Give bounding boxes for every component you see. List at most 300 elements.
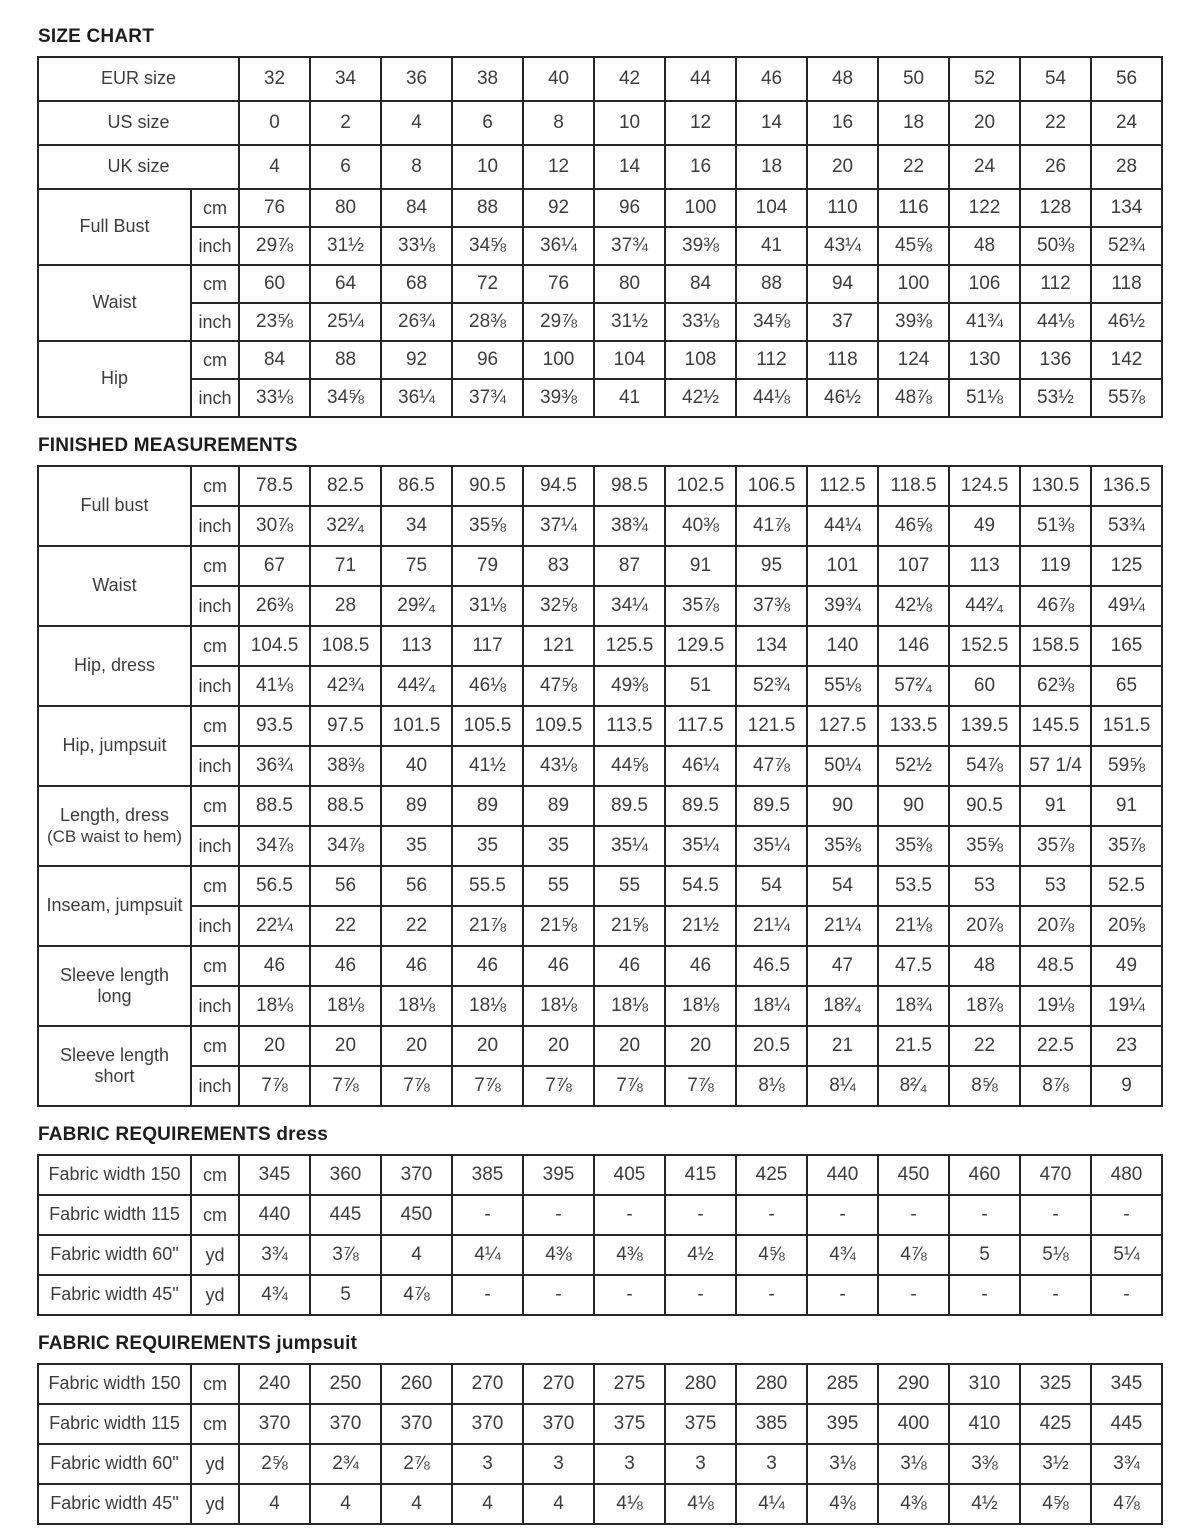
unit-cell: inch [191,506,239,546]
value-cell: 35⅜ [878,826,949,866]
row-label-cell: Inseam, jumpsuit [38,866,191,946]
value-cell: 117.5 [665,706,736,746]
value-cell: 20⅞ [1020,906,1091,946]
value-cell: 7⅞ [523,1066,594,1106]
value-cell: 44 [665,57,736,101]
value-cell: 0 [239,101,310,145]
table-row [38,546,1162,586]
value-cell: 440 [239,1195,310,1235]
table-row [38,145,1162,189]
value-cell: 80 [594,265,665,303]
value-cell: 280 [665,1364,736,1404]
value-cell: 18⅛ [310,986,381,1026]
value-cell: 3⅛ [807,1444,878,1484]
value-cell: 45⅝ [878,227,949,265]
value-cell: 42 [594,57,665,101]
fabric-requirements-dress-table-container [37,1154,1163,1316]
value-cell: 158.5 [1020,626,1091,666]
value-cell: - [665,1195,736,1235]
section-title-finished-measurements: FINISHED MEASUREMENTS [38,435,298,456]
value-cell: 125 [1091,546,1162,586]
row-label-cell: Fabric width 115 [38,1195,191,1235]
value-cell: 31½ [310,227,381,265]
value-cell: 4⅝ [736,1235,807,1275]
value-cell: 4 [381,101,452,145]
value-cell: 23⅝ [239,303,310,341]
value-cell: 22¼ [239,906,310,946]
value-cell: 49 [1091,946,1162,986]
value-cell: 54 [736,866,807,906]
value-cell: 152.5 [949,626,1020,666]
value-cell: 42⅛ [878,586,949,626]
value-cell: 71 [310,546,381,586]
value-cell: - [807,1275,878,1315]
value-cell: 35⅜ [807,826,878,866]
value-cell: 53 [1020,866,1091,906]
value-cell: 60 [949,666,1020,706]
table-row [38,946,1162,986]
value-cell: 460 [949,1155,1020,1195]
value-cell: 42½ [665,379,736,417]
table-row [38,379,1162,417]
value-cell: 385 [736,1404,807,1444]
value-cell: 37 [807,303,878,341]
table-row [38,746,1162,786]
row-label-line: Length, dress [59,805,170,826]
value-cell: 425 [1020,1404,1091,1444]
value-cell: 46 [239,946,310,986]
value-cell: 48.5 [1020,946,1091,986]
value-cell: 57 1/4 [1020,746,1091,786]
value-cell: 100 [878,265,949,303]
value-cell: 270 [523,1364,594,1404]
table-row [38,101,1162,145]
unit-cell: cm [191,466,239,506]
value-cell: 450 [381,1195,452,1235]
row-label-cell: Fabric width 150 [38,1155,191,1195]
value-cell: 41 [736,227,807,265]
value-cell: 88.5 [239,786,310,826]
value-cell: 6 [452,101,523,145]
value-cell: 35 [452,826,523,866]
value-cell: 44²⁄₄ [949,586,1020,626]
value-cell: 3⅞ [310,1235,381,1275]
value-cell: 44²⁄₄ [381,666,452,706]
value-cell: 18 [878,101,949,145]
value-cell: 39⅜ [665,227,736,265]
value-cell: 24 [949,145,1020,189]
unit-cell: cm [191,265,239,303]
value-cell: 48 [949,946,1020,986]
value-cell: 90.5 [452,466,523,506]
table-row [38,303,1162,341]
value-cell: 118 [1091,265,1162,303]
value-cell: 19⅛ [1020,986,1091,1026]
value-cell: 4½ [665,1235,736,1275]
unit-cell: inch [191,906,239,946]
value-cell: 20 [381,1026,452,1066]
value-cell: 52½ [878,746,949,786]
value-cell: 400 [878,1404,949,1444]
table-row [38,506,1162,546]
value-cell: 41 [594,379,665,417]
row-label-cell: Fabric width 150 [38,1364,191,1404]
row-label-cell: Full Bust [38,189,191,265]
value-cell: 5⅛ [1020,1235,1091,1275]
value-cell: 98.5 [594,466,665,506]
value-cell: 76 [523,265,594,303]
value-cell: 10 [594,101,665,145]
value-cell: 130 [949,341,1020,379]
value-cell: 46 [594,946,665,986]
value-cell: 41⅞ [736,506,807,546]
value-cell: 280 [736,1364,807,1404]
row-label-cell: US size [38,101,239,145]
value-cell: - [949,1195,1020,1235]
value-cell: 56 [1091,57,1162,101]
value-cell: 440 [807,1155,878,1195]
value-cell: 39¾ [807,586,878,626]
value-cell: 3 [452,1444,523,1484]
value-cell: 35⅞ [665,586,736,626]
value-cell: 450 [878,1155,949,1195]
value-cell: 134 [1091,189,1162,227]
table-row [38,706,1162,746]
value-cell: 92 [381,341,452,379]
value-cell: 3¾ [239,1235,310,1275]
unit-cell: yd [191,1275,239,1315]
value-cell: 22.5 [1020,1026,1091,1066]
row-label-cell: Fabric width 60" [38,1444,191,1484]
value-cell: 48⅞ [878,379,949,417]
value-cell: 20⅝ [1091,906,1162,946]
value-cell: 89.5 [736,786,807,826]
value-cell: - [949,1275,1020,1315]
unit-cell: cm [191,1026,239,1066]
value-cell: 139.5 [949,706,1020,746]
unit-cell: inch [191,227,239,265]
table-row [38,986,1162,1026]
value-cell: 26⅜ [239,586,310,626]
value-cell: 4⅛ [594,1484,665,1524]
value-cell: 2⅝ [239,1444,310,1484]
value-cell: 38⅜ [310,746,381,786]
section-fabric-requirements-dress [37,1124,1163,1316]
value-cell: 39⅜ [523,379,594,417]
value-cell: 36¼ [381,379,452,417]
value-cell: 34⅝ [452,227,523,265]
value-cell: 3½ [1020,1444,1091,1484]
value-cell: 113 [949,546,1020,586]
row-sublabel-line: (CB waist to hem) [46,826,183,846]
value-cell: 4½ [949,1484,1020,1524]
unit-cell: inch [191,746,239,786]
value-cell: 25¼ [310,303,381,341]
value-cell: 37¾ [594,227,665,265]
value-cell: 8 [523,101,594,145]
value-cell: 3¾ [1091,1444,1162,1484]
value-cell: 76 [239,189,310,227]
value-cell: 18⅛ [523,986,594,1026]
value-cell: 4¼ [736,1484,807,1524]
value-cell: 20 [949,101,1020,145]
value-cell: 42¾ [310,666,381,706]
value-cell: 47⅝ [523,666,594,706]
value-cell: 4⅛ [665,1484,736,1524]
value-cell: 51⅛ [949,379,1020,417]
value-cell: 90 [878,786,949,826]
row-label-cell: Fabric width 45" [38,1275,191,1315]
value-cell: 325 [1020,1364,1091,1404]
row-label-cell: Fabric width 115 [38,1404,191,1444]
value-cell: 59⅝ [1091,746,1162,786]
value-cell: 50⅜ [1020,227,1091,265]
unit-cell: cm [191,786,239,826]
value-cell: 360 [310,1155,381,1195]
value-cell: 14 [736,101,807,145]
value-cell: 8¼ [807,1066,878,1106]
value-cell: 51 [665,666,736,706]
row-label-cell: Fabric width 60" [38,1235,191,1275]
value-cell: 88 [310,341,381,379]
value-cell: 35¼ [594,826,665,866]
value-cell: 32⅝ [523,586,594,626]
value-cell: 88 [736,265,807,303]
value-cell: 4 [239,1484,310,1524]
table-row [38,227,1162,265]
value-cell: 96 [594,189,665,227]
value-cell: 8⅛ [736,1066,807,1106]
value-cell: 425 [736,1155,807,1195]
fabric-requirements-jumpsuit-table [37,1363,1163,1525]
value-cell: 31½ [594,303,665,341]
section-finished-measurements [37,435,1163,1107]
section-size-chart [37,26,1163,418]
value-cell: 12 [665,101,736,145]
value-cell: 29⅞ [523,303,594,341]
value-cell: 91 [1020,786,1091,826]
value-cell: 31⅛ [452,586,523,626]
value-cell: 53 [949,866,1020,906]
value-cell: 124.5 [949,466,1020,506]
value-cell: 128 [1020,189,1091,227]
value-cell: 86.5 [381,466,452,506]
value-cell: 4⅜ [523,1235,594,1275]
value-cell: 53.5 [878,866,949,906]
value-cell: 250 [310,1364,381,1404]
value-cell: 4⅜ [807,1484,878,1524]
value-cell: 21¼ [807,906,878,946]
value-cell: 116 [878,189,949,227]
value-cell: 46 [523,946,594,986]
value-cell: 54 [1020,57,1091,101]
value-cell: 21 [807,1026,878,1066]
value-cell: 2¾ [310,1444,381,1484]
unit-cell: yd [191,1235,239,1275]
value-cell: 4 [381,1484,452,1524]
value-cell: 19¼ [1091,986,1162,1026]
value-cell: 7⅞ [381,1066,452,1106]
table-row [38,666,1162,706]
value-cell: 54.5 [665,866,736,906]
value-cell: 94 [807,265,878,303]
value-cell: 4 [523,1484,594,1524]
value-cell: 46⅛ [452,666,523,706]
value-cell: 62⅜ [1020,666,1091,706]
unit-cell: yd [191,1484,239,1524]
value-cell: 41½ [452,746,523,786]
value-cell: 100 [665,189,736,227]
size-chart-table [37,56,1163,418]
value-cell: 117 [452,626,523,666]
table-row [38,1404,1162,1444]
value-cell: 91 [665,546,736,586]
value-cell: 26¾ [381,303,452,341]
value-cell: - [523,1275,594,1315]
value-cell: 129.5 [665,626,736,666]
row-label-cell: Hip, dress [38,626,191,706]
value-cell: 40⅜ [665,506,736,546]
value-cell: 410 [949,1404,1020,1444]
value-cell: 46½ [807,379,878,417]
value-cell: 36¼ [523,227,594,265]
value-cell: 35⅝ [452,506,523,546]
fabric-requirements-dress-table [37,1154,1163,1316]
value-cell: - [1091,1275,1162,1315]
value-cell: 50¼ [807,746,878,786]
value-cell: 10 [452,145,523,189]
value-cell: - [452,1195,523,1235]
value-cell: 47.5 [878,946,949,986]
section-fabric-requirements-jumpsuit [37,1333,1163,1525]
value-cell: 16 [807,101,878,145]
value-cell: 310 [949,1364,1020,1404]
value-cell: 118 [807,341,878,379]
value-cell: 44¼ [807,506,878,546]
value-cell: 36¾ [239,746,310,786]
value-cell: 110 [807,189,878,227]
value-cell: 5 [310,1275,381,1315]
table-row [38,341,1162,379]
value-cell: 12 [523,145,594,189]
value-cell: 119 [1020,546,1091,586]
value-cell: 370 [381,1404,452,1444]
value-cell: 68 [381,265,452,303]
value-cell: 108.5 [310,626,381,666]
unit-cell: cm [191,866,239,906]
value-cell: 7⅞ [452,1066,523,1106]
value-cell: 136 [1020,341,1091,379]
value-cell: 89.5 [594,786,665,826]
value-cell: - [523,1195,594,1235]
value-cell: 3 [594,1444,665,1484]
row-label-cell: Sleeve length long [38,946,191,1026]
value-cell: 97.5 [310,706,381,746]
value-cell: 33⅛ [381,227,452,265]
value-cell: 18¼ [736,986,807,1026]
value-cell: 34 [310,57,381,101]
row-label-cell: Waist [38,546,191,626]
value-cell: - [1020,1275,1091,1315]
value-cell: 56 [381,866,452,906]
value-cell: 47⅞ [736,746,807,786]
unit-cell: inch [191,586,239,626]
unit-cell: cm [191,946,239,986]
value-cell: 21.5 [878,1026,949,1066]
value-cell: 445 [310,1195,381,1235]
unit-cell: cm [191,1195,239,1235]
value-cell: 44⅝ [594,746,665,786]
row-label-cell [38,786,191,866]
value-cell: 260 [381,1364,452,1404]
value-cell: 3⅛ [878,1444,949,1484]
value-cell: 107 [878,546,949,586]
value-cell: 4⅝ [1020,1484,1091,1524]
value-cell: - [878,1195,949,1235]
value-cell: 133.5 [878,706,949,746]
unit-cell: inch [191,1066,239,1106]
value-cell: 18¾ [878,986,949,1026]
value-cell: 104 [594,341,665,379]
value-cell: 46 [381,946,452,986]
value-cell: 102.5 [665,466,736,506]
row-label-cell: Hip [38,341,191,417]
value-cell: 55 [523,866,594,906]
value-cell: 56.5 [239,866,310,906]
value-cell: 136.5 [1091,466,1162,506]
value-cell: 122 [949,189,1020,227]
value-cell: 405 [594,1155,665,1195]
value-cell: 134 [736,626,807,666]
value-cell: 3 [665,1444,736,1484]
value-cell: 5 [949,1235,1020,1275]
value-cell: 21⅝ [523,906,594,946]
value-cell: 88 [452,189,523,227]
value-cell: 50 [878,57,949,101]
value-cell: 7⅞ [239,1066,310,1106]
row-label-cell: Waist [38,265,191,341]
value-cell: 34⅝ [736,303,807,341]
table-row [38,1155,1162,1195]
value-cell: - [1091,1195,1162,1235]
value-cell: 2⅞ [381,1444,452,1484]
value-cell: 90.5 [949,786,1020,826]
value-cell: 109.5 [523,706,594,746]
value-cell: 46 [452,946,523,986]
value-cell: 55 [594,866,665,906]
value-cell: 22 [381,906,452,946]
value-cell: 104 [736,189,807,227]
unit-cell: cm [191,626,239,666]
value-cell: 52.5 [1091,866,1162,906]
value-cell: - [807,1195,878,1235]
value-cell: 46⅝ [878,506,949,546]
value-cell: 92 [523,189,594,227]
value-cell: 20.5 [736,1026,807,1066]
value-cell: 46 [736,57,807,101]
value-cell: 113 [381,626,452,666]
table-row [38,1275,1162,1315]
value-cell: 96 [452,341,523,379]
table-row [38,826,1162,866]
value-cell: 21⅛ [878,906,949,946]
value-cell: 285 [807,1364,878,1404]
value-cell: 345 [1091,1364,1162,1404]
size-chart-table-container [37,56,1163,418]
table-row [38,189,1162,227]
value-cell: 121.5 [736,706,807,746]
value-cell: 43¼ [807,227,878,265]
